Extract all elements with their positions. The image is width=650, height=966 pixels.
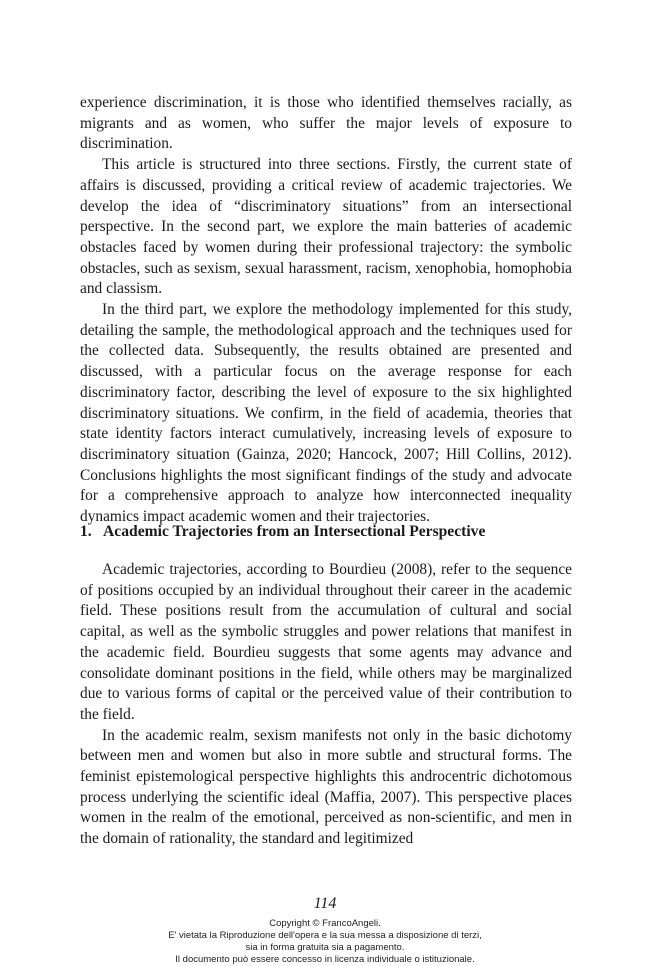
paragraph-continuation: experience discrimination, it is those who identified themselves racially, as migrants and as women, who suffer the major levels of exposure to discrimination.: [80, 94, 572, 153]
intro-text-block: [80, 93, 572, 528]
section-heading: [80, 522, 572, 542]
section-number: 1.: [80, 523, 92, 540]
paragraph-sexism: In the academic realm, sexism manifests not only in the basic dichotomy between men and women but also in more subtle and structural forms. The feminist epistemological perspective highlights this androcentric dichotomous process underlying the scientific ideal (Maffia, 2007). This perspective places women in the realm of the emotional, perceived as non-scientific, and men in the domain of rationality, the standard and legitimized: [80, 726, 572, 848]
paragraph-methodology: In the third part, we explore the methodology implemented for this study, detailing the sample, the methodological approach and the techniques used for the collected data. Subsequently, the results obtained are presented and discussed, with a particular focus on the average response for each discriminatory factor, describing the level of exposure to the six highlighted discriminatory situations. We confirm, in the field of academia, theories that state identity factors interact cumulatively, increasing levels of exposure to discriminatory situation (Gainza, 2020; Hancock, 2007; Hill Collins, 2012). Conclusions highlights the most significant findings of the study and advocate for a comprehensive approach to analyze how interconnected inequality dynamics impact academic women and their trajectories.: [80, 301, 572, 526]
copyright-line: Copyright © FrancoAngeli.: [269, 918, 381, 929]
copyright-notice: [0, 918, 650, 966]
copyright-line: sia in forma gratuita sia a pagamento.: [245, 942, 405, 953]
copyright-line: Il documento può essere concesso in licenza individuale o istituzionale.: [175, 954, 475, 965]
paragraph-bourdieu: Academic trajectories, according to Bourdieu (2008), refer to the sequence of positions occupied by an individual throughout their career in the academic field. These positions result from the accumulation of cultural and social capital, as well as the symbolic struggles and power relations that manifest in the academic field. Bourdieu suggests that some agents may advance and consolidate dominant positions in the field, while others may be marginalized due to various forms of capital or the perceived value of their contribution to the field.: [80, 561, 572, 723]
section-text-block: [80, 560, 572, 850]
copyright-line: E' vietata la Riproduzione dell'opera e la sua messa a disposizione di terzi,: [168, 930, 482, 941]
paragraph-structure: This article is structured into three sections. Firstly, the current state of affairs is discussed, providing a critical review of academic trajectories. We develop the idea of “discriminatory situations” from an intersectional perspective. In the second part, we explore the main batteries of academic obstacles faced by women during their professional trajectory: the symbolic obstacles, such as sexism, sexual harassment, racism, xenophobia, homophobia and classism.: [80, 156, 572, 298]
page-number: 114: [313, 895, 337, 912]
section-title: Academic Trajectories from an Intersectional Perspective: [103, 523, 486, 540]
